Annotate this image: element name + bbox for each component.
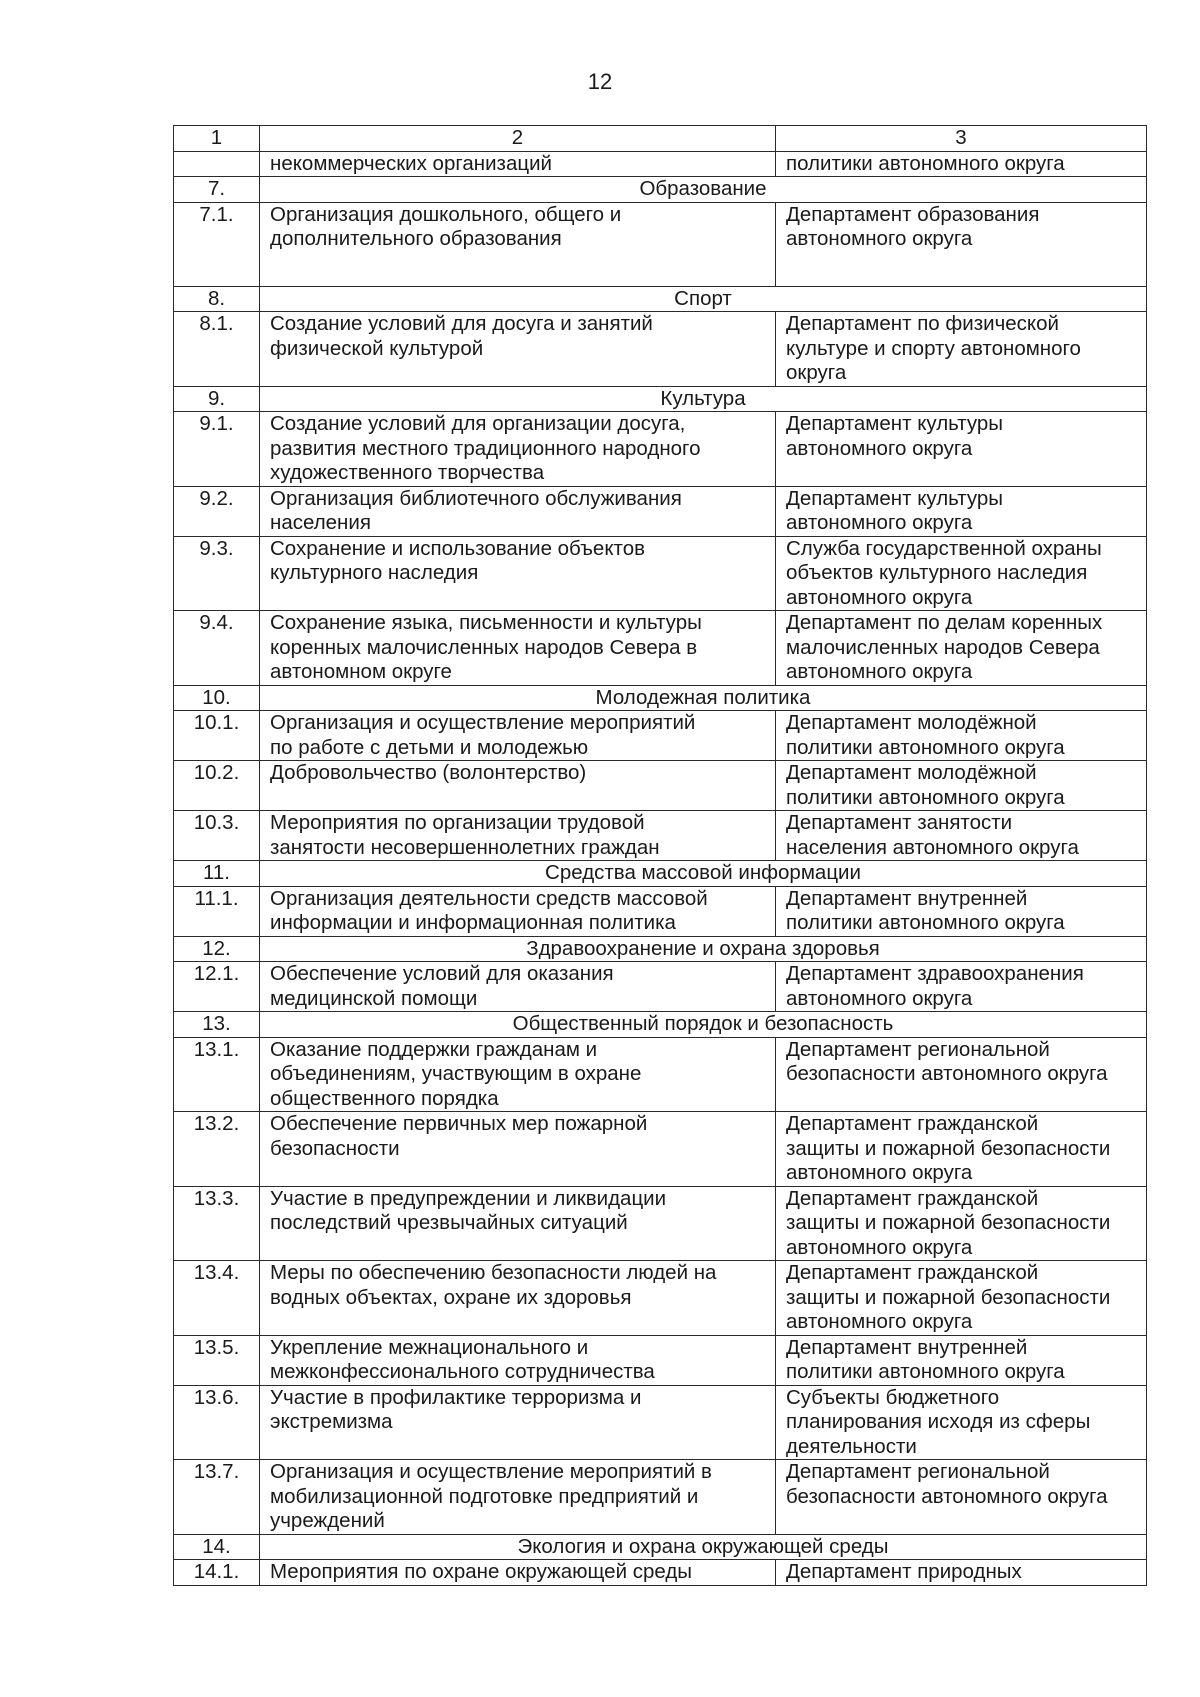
page-number: 12 <box>587 69 613 94</box>
responsible-body: Департамент внутренней политики автономного округа <box>776 886 1147 936</box>
authority-name: Меры по обеспечению безопасности людей на водных объектах, охране их здоровья <box>260 1261 776 1336</box>
section-title: Культура <box>260 386 1147 412</box>
responsible-body: Департамент молодёжной политики автономного округа <box>776 711 1147 761</box>
responsible-body: Департамент региональной безопасности автономного округа <box>776 1460 1147 1535</box>
section-number: 11. <box>174 861 260 887</box>
authority-name: Добровольчество (волонтерство) <box>260 761 776 811</box>
table-row <box>174 1560 1147 1586</box>
authority-name: Создание условий для организации досуга, развития местного традиционного народного художественного творчества <box>260 412 776 487</box>
section-row <box>174 286 1147 312</box>
section-row <box>174 177 1147 203</box>
section-row <box>174 861 1147 887</box>
section-number: 8. <box>174 286 260 312</box>
row-number: 14.1. <box>174 1560 260 1586</box>
authority-name: некоммерческих организаций <box>260 151 776 177</box>
section-title: Молодежная политика <box>260 685 1147 711</box>
row-number: 10.3. <box>174 811 260 861</box>
row-number: 9.2. <box>174 486 260 536</box>
section-number: 7. <box>174 177 260 203</box>
responsible-body: Департамент природных <box>776 1560 1147 1586</box>
authority-name: Участие в предупреждении и ликвидации последствий чрезвычайных ситуаций <box>260 1186 776 1261</box>
table-row <box>174 536 1147 611</box>
responsible-body: Департамент региональной безопасности автономного округа <box>776 1037 1147 1112</box>
authority-name: Организация деятельности средств массовой информации и информационная политика <box>260 886 776 936</box>
authority-name: Обеспечение первичных мер пожарной безопасности <box>260 1112 776 1187</box>
responsible-body: Департамент гражданской защиты и пожарной безопасности автономного округа <box>776 1261 1147 1336</box>
row-number: 9.1. <box>174 412 260 487</box>
responsible-body: Департамент внутренней политики автономного округа <box>776 1335 1147 1385</box>
section-title: Средства массовой информации <box>260 861 1147 887</box>
responsible-body: политики автономного округа <box>776 151 1147 177</box>
row-number: 9.4. <box>174 611 260 686</box>
responsible-body: Департамент гражданской защиты и пожарной безопасности автономного округа <box>776 1112 1147 1187</box>
section-row <box>174 386 1147 412</box>
section-title: Общественный порядок и безопасность <box>260 1012 1147 1038</box>
section-row <box>174 685 1147 711</box>
table-header-row <box>174 126 1147 152</box>
authority-name: Обеспечение условий для оказания медицинской помощи <box>260 962 776 1012</box>
row-number: 13.6. <box>174 1385 260 1460</box>
header-col-2: 2 <box>260 126 776 152</box>
table-row <box>174 811 1147 861</box>
row-number: 9.3. <box>174 536 260 611</box>
responsible-body: Департамент культуры автономного округа <box>776 412 1147 487</box>
row-number: 13.1. <box>174 1037 260 1112</box>
responsible-body: Субъекты бюджетного планирования исходя из сферы деятельности <box>776 1385 1147 1460</box>
table-row <box>174 312 1147 387</box>
table-row <box>174 962 1147 1012</box>
authority-name: Организация библиотечного обслуживания населения <box>260 486 776 536</box>
authority-name: Мероприятия по организации трудовой занятости несовершеннолетних граждан <box>260 811 776 861</box>
row-number: 10.2. <box>174 761 260 811</box>
authority-name: Мероприятия по охране окружающей среды <box>260 1560 776 1586</box>
table-row <box>174 1385 1147 1460</box>
row-number: 13.4. <box>174 1261 260 1336</box>
responsible-body: Департамент молодёжной политики автономного округа <box>776 761 1147 811</box>
authority-name: Укрепление межнационального и межконфессионального сотрудничества <box>260 1335 776 1385</box>
authority-name: Сохранение и использование объектов культурного наследия <box>260 536 776 611</box>
table-body <box>174 126 1147 1586</box>
table-row <box>174 1186 1147 1261</box>
authority-name: Создание условий для досуга и занятий физической культурой <box>260 312 776 387</box>
table-row <box>174 1112 1147 1187</box>
row-number <box>174 151 260 177</box>
header-col-3: 3 <box>776 126 1147 152</box>
responsible-body: Департамент по делам коренных малочисленных народов Севера автономного округа <box>776 611 1147 686</box>
responsible-body: Департамент занятости населения автономного округа <box>776 811 1147 861</box>
table-row <box>174 1460 1147 1535</box>
table-row <box>174 1037 1147 1112</box>
section-row <box>174 1012 1147 1038</box>
section-row <box>174 936 1147 962</box>
responsible-body: Департамент культуры автономного округа <box>776 486 1147 536</box>
table-row <box>174 486 1147 536</box>
section-title: Экология и охрана окружающей среды <box>260 1534 1147 1560</box>
authority-name: Участие в профилактике терроризма и экстремизма <box>260 1385 776 1460</box>
responsible-body: Департамент по физической культуре и спорту автономного округа <box>776 312 1147 387</box>
responsible-body: Служба государственной охраны объектов культурного наследия автономного округа <box>776 536 1147 611</box>
authority-name: Организация и осуществление мероприятий в мобилизационной подготовке предприятий и учреждений <box>260 1460 776 1535</box>
section-number: 12. <box>174 936 260 962</box>
row-number: 11.1. <box>174 886 260 936</box>
authority-name: Сохранение языка, письменности и культуры коренных малочисленных народов Севера в автономном округе <box>260 611 776 686</box>
responsible-body: Департамент здравоохранения автономного округа <box>776 962 1147 1012</box>
responsible-body: Департамент гражданской защиты и пожарной безопасности автономного округа <box>776 1186 1147 1261</box>
row-number: 13.7. <box>174 1460 260 1535</box>
authority-name: Организация дошкольного, общего и дополнительного образования <box>260 202 776 286</box>
responsible-body: Департамент образования автономного округа <box>776 202 1147 286</box>
section-title: Спорт <box>260 286 1147 312</box>
section-number: 13. <box>174 1012 260 1038</box>
row-number: 13.2. <box>174 1112 260 1187</box>
responsibility-table <box>173 125 1147 1586</box>
table-row <box>174 886 1147 936</box>
row-number: 7.1. <box>174 202 260 286</box>
table-row <box>174 412 1147 487</box>
row-number: 10.1. <box>174 711 260 761</box>
section-title: Образование <box>260 177 1147 203</box>
table-row <box>174 761 1147 811</box>
row-number: 13.3. <box>174 1186 260 1261</box>
header-col-1: 1 <box>174 126 260 152</box>
authority-name: Организация и осуществление мероприятий по работе с детьми и молодежью <box>260 711 776 761</box>
row-number: 13.5. <box>174 1335 260 1385</box>
table-row <box>174 711 1147 761</box>
section-row <box>174 1534 1147 1560</box>
row-number: 12.1. <box>174 962 260 1012</box>
table-row <box>174 611 1147 686</box>
table-row <box>174 202 1147 286</box>
authority-name: Оказание поддержки гражданам и объединениям, участвующим в охране общественного порядка <box>260 1037 776 1112</box>
continuation-row <box>174 151 1147 177</box>
table-row <box>174 1335 1147 1385</box>
section-number: 9. <box>174 386 260 412</box>
row-number: 8.1. <box>174 312 260 387</box>
section-number: 14. <box>174 1534 260 1560</box>
section-title: Здравоохранение и охрана здоровья <box>260 936 1147 962</box>
table-row <box>174 1261 1147 1336</box>
section-number: 10. <box>174 685 260 711</box>
